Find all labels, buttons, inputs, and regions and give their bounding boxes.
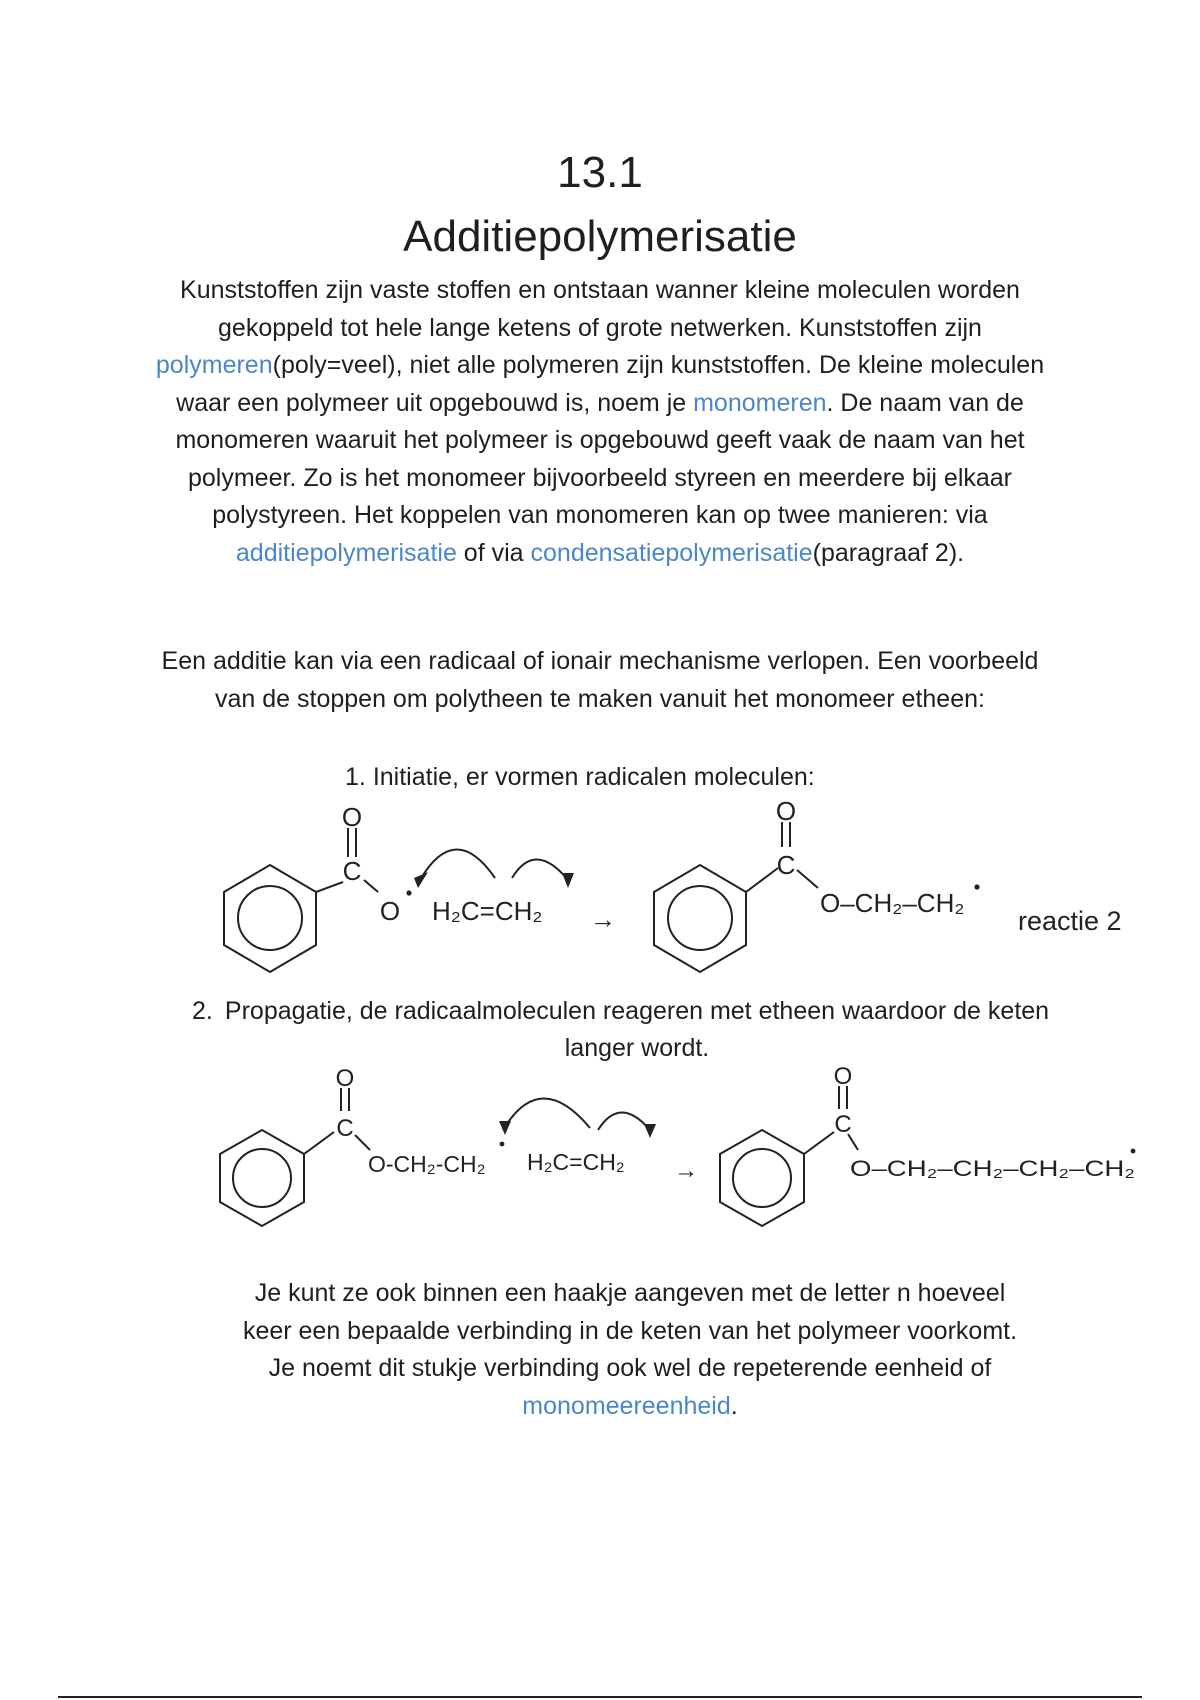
carbon-left: C xyxy=(342,856,362,886)
oxygen-radical: O xyxy=(379,896,401,926)
reaction-label: reactie 2 xyxy=(1018,906,1122,936)
intro-text-5: (paragraaf 2). xyxy=(812,538,965,567)
radical-dot-2 xyxy=(974,884,979,889)
intro-text-3: . De naam van de monomeren waaruit het polymeer is opgebouwd geeft vaak de naam van het polymeer. Zo is het monomeer bijvoorbeeld styreen en meerdere bij elkaar polystyreen. Het koppelen van monomeren kan op twee manieren: via xyxy=(175,388,1025,529)
step-2-text: Propagatie, de radicaalmoleculen reageren met etheen waardoor de keten langer wordt. xyxy=(224,997,1050,1062)
oxygen-top-left-2: O xyxy=(335,1065,355,1092)
oxygen-top-left: O xyxy=(341,802,363,832)
curved-arrow-head-2 xyxy=(562,873,574,888)
benzene-inner-left-2 xyxy=(233,1149,291,1207)
benzene-inner-right-2 xyxy=(733,1149,791,1207)
benzene-inner-right xyxy=(668,886,732,950)
link-additiepolymerisatie[interactable]: additiepolymerisatie xyxy=(235,538,457,567)
carbon-left-2: C xyxy=(336,1115,354,1142)
oxygen-top-right: O xyxy=(775,796,797,826)
step-2-number: 2. xyxy=(192,997,213,1025)
reaction-arrow-2: → xyxy=(674,1157,698,1184)
reactant-chain-2: O-CH₂-CH₂ xyxy=(368,1151,486,1177)
link-monomeren[interactable]: monomeren xyxy=(693,388,827,417)
bottom-divider xyxy=(58,1696,1142,1698)
intro-text-1: Kunststoffen zijn vaste stoffen en ontstaan wanner kleine moleculen worden gekoppeld tot hele lange ketens of grote netwerken. Kunststoffen zijn xyxy=(180,276,1020,342)
reaction-2-diagram xyxy=(0,1065,1200,1245)
radical-dot-1 xyxy=(406,890,411,895)
link-monomeereenheid[interactable]: monomeereenheid xyxy=(522,1391,731,1420)
oxygen-top-right-2: O xyxy=(833,1063,853,1090)
product-chain-2: O–CH₂–CH₂–CH₂–CH₂ xyxy=(850,1156,1135,1181)
reaction-arrow-1: → xyxy=(590,904,616,934)
benzene-inner-left xyxy=(238,886,302,950)
closing-paragraph xyxy=(240,1275,1020,1425)
section-title: Additiepolymerisatie xyxy=(403,212,797,261)
reaction-1-diagram xyxy=(0,790,1200,980)
intro-text-4: of via xyxy=(456,538,531,567)
intro-text-2: (poly=veel), niet alle polymeren zijn kunststoffen. De kleine moleculen waar een polymeer uit opgebouwd is, noem je xyxy=(176,351,1045,417)
closing-text-2: . xyxy=(730,1391,738,1420)
carbon-right: C xyxy=(776,850,796,880)
curved-arrow-head-3 xyxy=(499,1121,511,1135)
radical-dot-3 xyxy=(500,1142,505,1147)
mechanism-paragraph: Een additie kan via een radicaal of ionair mechanisme verlopen. Een voorbeeld van de stoppen om polytheen te maken vanuit het monomeer etheen: xyxy=(161,647,1039,713)
section-number: 13.1 xyxy=(557,148,643,197)
curved-arrow-head-1 xyxy=(414,872,428,888)
step-1-number: 1. xyxy=(345,763,366,791)
step-1-text: Initiatie, er vormen radicalen moleculen: xyxy=(372,763,815,791)
link-polymeren[interactable]: polymeren xyxy=(155,351,273,379)
ethene-1: H₂C=CH₂ xyxy=(432,896,543,926)
intro-paragraph xyxy=(140,272,1060,572)
link-condensatiepolymerisatie[interactable]: condensatiepolymerisatie xyxy=(530,538,813,567)
radical-dot-4 xyxy=(1131,1149,1136,1154)
ethene-2: H₂C=CH₂ xyxy=(527,1149,625,1175)
closing-text-1: Je kunt ze ook binnen een haakje aangeven met de letter n hoeveel keer een bepaalde verbinding in de keten van het polymeer voorkomt. Je noemt dit stukje verbinding ook wel de repeterende eenheid of xyxy=(242,1279,1018,1382)
curved-arrow-head-4 xyxy=(644,1124,656,1138)
step-2 xyxy=(192,993,213,1030)
product-chain-1: O–CH₂–CH₂ xyxy=(820,888,965,918)
carbon-right-2: C xyxy=(834,1111,852,1138)
